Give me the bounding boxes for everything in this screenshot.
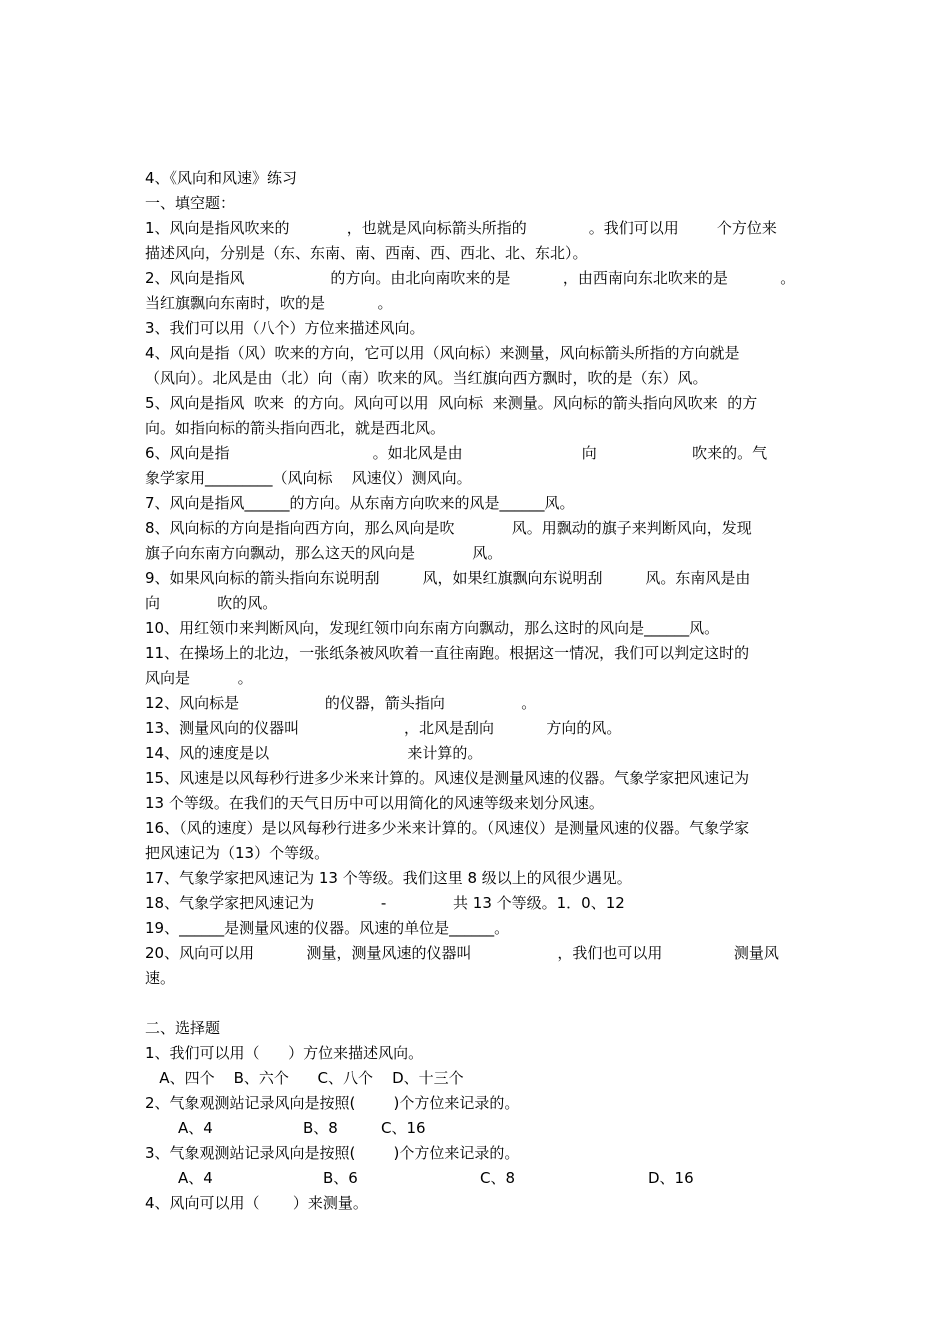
question-line: 12、风向标是 的仪器，箭头指向 。 — [145, 694, 537, 712]
question-line: 把风速记为（13）个等级。 — [145, 844, 330, 862]
question-line: 速。 — [145, 969, 176, 987]
option-a: A、4 — [178, 1119, 213, 1137]
option-c: C、16 — [381, 1119, 426, 1137]
option-b: B、8 — [303, 1119, 338, 1137]
question-line: 象学家用_________（风向标 风速仪）测风向。 — [145, 469, 472, 487]
question-line: 14、风的速度是以 来计算的。 — [145, 744, 483, 762]
question-line: 2、气象观测站记录风向是按照( )个方位来记录的。 — [145, 1094, 520, 1112]
question-line: 向 吹的风。 — [145, 594, 278, 612]
section-fill-blank-heading: 一、填空题： — [145, 194, 236, 212]
question-line: 15、风速是以风每秒行进多少米来计算的。风速仪是测量风速的仪器。气象学家把风速记为 — [145, 769, 750, 787]
question-line: 2、风向是指风 的方向。由北向南吹来的是 ，由西南向东北吹来的是 。 — [145, 269, 796, 287]
question-line: 19、______是测量风速的仪器。风速的单位是______。 — [145, 919, 510, 937]
section-choice-heading: 二、选择题 — [145, 1019, 221, 1037]
question-line: 6、风向是指 。如北风是由 向 吹来的。气 — [145, 444, 768, 462]
option-a: A、4 — [178, 1169, 213, 1187]
question-line: 向。如指向标的箭头指向西北，就是西北风。 — [145, 419, 446, 437]
worksheet-title: 4、《风向和风速》练习 — [145, 169, 298, 187]
question-line: 描述风向，分别是（东、东南、南、西南、西、西北、北、东北）。 — [145, 244, 588, 262]
question-line: 20、风向可以用 测量，测量风速的仪器叫 ，我们也可以用 测量风 — [145, 944, 779, 962]
question-line: 10、用红领巾来判断风向，发现红领巾向东南方向飘动，那么这时的风向是______风。 — [145, 619, 720, 637]
question-line: （风向）。北风是由（北）向（南）吹来的风。当红旗向西方飘时，吹的是（东）风。 — [145, 369, 708, 387]
question-line: 17、气象学家把风速记为 13 个等级。我们这里 8 级以上的风很少遇见。 — [145, 869, 632, 887]
question-line: 4、风向是指（风）吹来的方向，它可以用（风向标）来测量，风向标箭头所指的方向就是 — [145, 344, 740, 362]
question-options: A、四个 B、六个 C、八个 D、十三个 — [145, 1069, 464, 1087]
question-line: 13 个等级。在我们的天气日历中可以用简化的风速等级来划分风速。 — [145, 794, 604, 812]
question-line: 7、风向是指风______的方向。从东南方向吹来的风是______风。 — [145, 494, 575, 512]
question-line: 18、气象学家把风速记为 - 共 13 个等级。1．0、12 — [145, 894, 625, 912]
question-line: 3、气象观测站记录风向是按照( )个方位来记录的。 — [145, 1144, 520, 1162]
question-line: 旗子向东南方向飘动，那么这天的风向是 风。 — [145, 544, 503, 562]
question-line: 5、风向是指风 吹来 的方向。风向可以用 风向标 来测量。风向标的箭头指向风吹来 的方 — [145, 394, 758, 412]
option-c: C、8 — [480, 1169, 516, 1187]
question-line: 8、风向标的方向是指向西方向，那么风向是吹 风。用飘动的旗子来判断风向，发现 — [145, 519, 752, 537]
question-line: 当红旗飘向东南时，吹的是 。 — [145, 294, 393, 312]
question-line: 1、风向是指风吹来的 ，也就是风向标箭头所指的 。我们可以用 个方位来 — [145, 219, 777, 237]
option-b: B、6 — [323, 1169, 358, 1187]
question-line: 3、我们可以用（八个）方位来描述风向。 — [145, 319, 425, 337]
question-line: 11、在操场上的北边，一张纸条被风吹着一直往南跑。根据这一情况，我们可以判定这时的 — [145, 644, 750, 662]
question-line: 4、风向可以用（ ）来测量。 — [145, 1194, 368, 1212]
question-line: 1、我们可以用（ ）方位来描述风向。 — [145, 1044, 424, 1062]
option-d: D、16 — [648, 1169, 694, 1187]
question-line: 13、测量风向的仪器叫 ，北风是刮向 方向的风。 — [145, 719, 622, 737]
question-line: 9、如果风向标的箭头指向东说明刮 风，如果红旗飘向东说明刮 风。东南风是由 — [145, 569, 751, 587]
question-line: 风向是 。 — [145, 669, 253, 687]
question-line: 16、（风的速度）是以风每秒行进多少米来计算的。（风速仪）是测量风速的仪器。气象学家 — [145, 819, 750, 837]
